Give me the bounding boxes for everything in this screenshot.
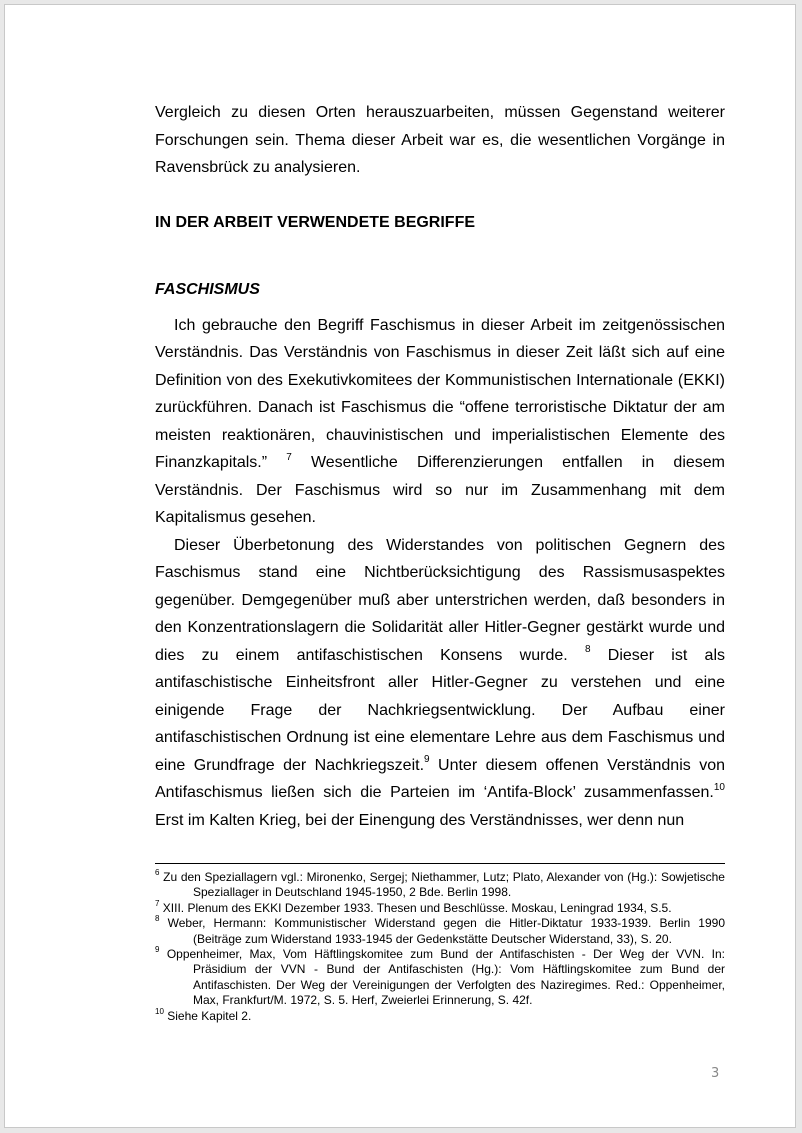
footnote [155, 898, 725, 916]
footnote-reference[interactable]: 10 [713, 781, 725, 793]
page-number: 3 [711, 1066, 720, 1081]
intro-paragraph: Vergleich zu diesen Orten herauszuarbeiten, müssen Gegenstand weiterer Forschungen sein. Thema dieser Arbeit war es, die wesentlichen Vorgänge in Ravensbrück zu analysieren. [155, 104, 725, 176]
footnote-text: XIII. Plenum des EKKI Dezember 1933. Thesen und Beschlüsse. Moskau, Leningrad 1934, S.5. [162, 900, 672, 915]
footnote-text: Oppenheimer, Max, Vom Häftlingskomitee zum Bund der Antifaschisten - Der Weg der VVN. In: Präsidium der VVN - Bund der Antifaschisten (Hg.): Vom Häftlingskomitee zum Bund der Antifaschisten. Der Weg der Vereinigungen der Verfolgten des Naziregimes. Red.: Oppenheimer, Max, Frankfurt/M. 1972, S. 5. Herf, Zweierlei Erinnerung, S. 42f. [166, 947, 725, 1008]
page-body [155, 99, 725, 834]
footnote-text: Zu den Speziallagern vgl.: Mironenko, Sergej; Niethammer, Lutz; Plato, Alexander von (Hg.): Sowjetische Speziallager in Deutschland 1945-1950, 2 Bde. Berlin 1998. [163, 870, 725, 900]
paragraph-text: Wesentliche Differenzierungen entfallen in diesem Verständnis. Der Faschismus wird so nur im Zusammenhang mit dem Kapitalismus gesehen. [155, 454, 725, 526]
subsection-heading: FASCHISMUS [155, 281, 260, 298]
footnote-separator [155, 863, 725, 864]
footnote-reference[interactable]: 9 [424, 754, 430, 766]
footnote-number: 8 [155, 914, 160, 924]
footnote-number: 9 [155, 945, 160, 955]
document-page [4, 4, 796, 1128]
footnotes-section [155, 863, 725, 1024]
paragraph-text: Dieser Überbetonung des Widerstandes von politischen Gegnern des Faschismus stand eine Nichtberücksichtigung des Rassismusaspektes gegenüber. Demgegenüber muß aber unterstrichen werden, daß besonders in den Konzentrationslagern die Solidarität aller Hitler-Gegner gestärkt wurde und dies zu einem antifaschistischen Konsens wurde. [155, 536, 725, 664]
footnote-number: 7 [155, 898, 160, 908]
footnote-text: Siehe Kapitel 2. [167, 1008, 252, 1023]
paragraph-text: Dieser ist als antifaschistische Einheitsfront aller Hitler-Gegner zu verstehen und eine einigende Frage der Nachkriegsentwicklung. Der Aufbau einer antifaschistischen Ordnung ist eine elementare Lehre aus dem Faschismus und eine Grundfrage der Nachkriegszeit. [155, 646, 725, 774]
footnote-text: Weber, Hermann: Kommunistischer Widerstand gegen die Hitler-Diktatur 1933-1939. Berlin 1990 (Beiträge zum Widerstand 1933-1945 der Gedenkstätte Deutscher Widerstand, 33), S. 20. [167, 916, 725, 946]
footnote-reference[interactable]: 8 [584, 644, 591, 656]
footnote [155, 947, 725, 1009]
footnote [155, 870, 725, 901]
paragraph-text: Erst im Kalten Krieg, bei der Einengung des Verständnisses, wer denn nun [155, 811, 685, 829]
paragraph-text: Ich gebrauche den Begriff Faschismus in dieser Arbeit im zeitgenössischen Verständnis. Das Verständnis von Faschismus in dieser Zeit läßt sich auf eine Definition von des Exekutivkomitees der Kommunistischen Internationale (EKKI) zurückführen. Danach ist Faschismus die “offene terroristische Diktatur der am meisten reaktionären, chauvinistischen und imperialistischen Elemente des Finanzkapitals.” [155, 316, 725, 471]
footnote-number: 6 [155, 868, 160, 877]
paragraph-text: Unter diesem offenen Verständnis von Antifaschismus ließen sich die Parteien im ‘Antifa-Block’ zusammenfassen. [155, 756, 725, 801]
footnote-reference[interactable]: 7 [286, 451, 292, 463]
paragraph-fascism-definition [155, 312, 725, 532]
paragraph-antifascism [155, 532, 725, 835]
footnote-number: 10 [155, 1006, 164, 1016]
footnote [155, 916, 725, 947]
footnote [155, 1006, 725, 1024]
section-heading: IN DER ARBEIT VERWENDETE BEGRIFFE [155, 213, 476, 231]
